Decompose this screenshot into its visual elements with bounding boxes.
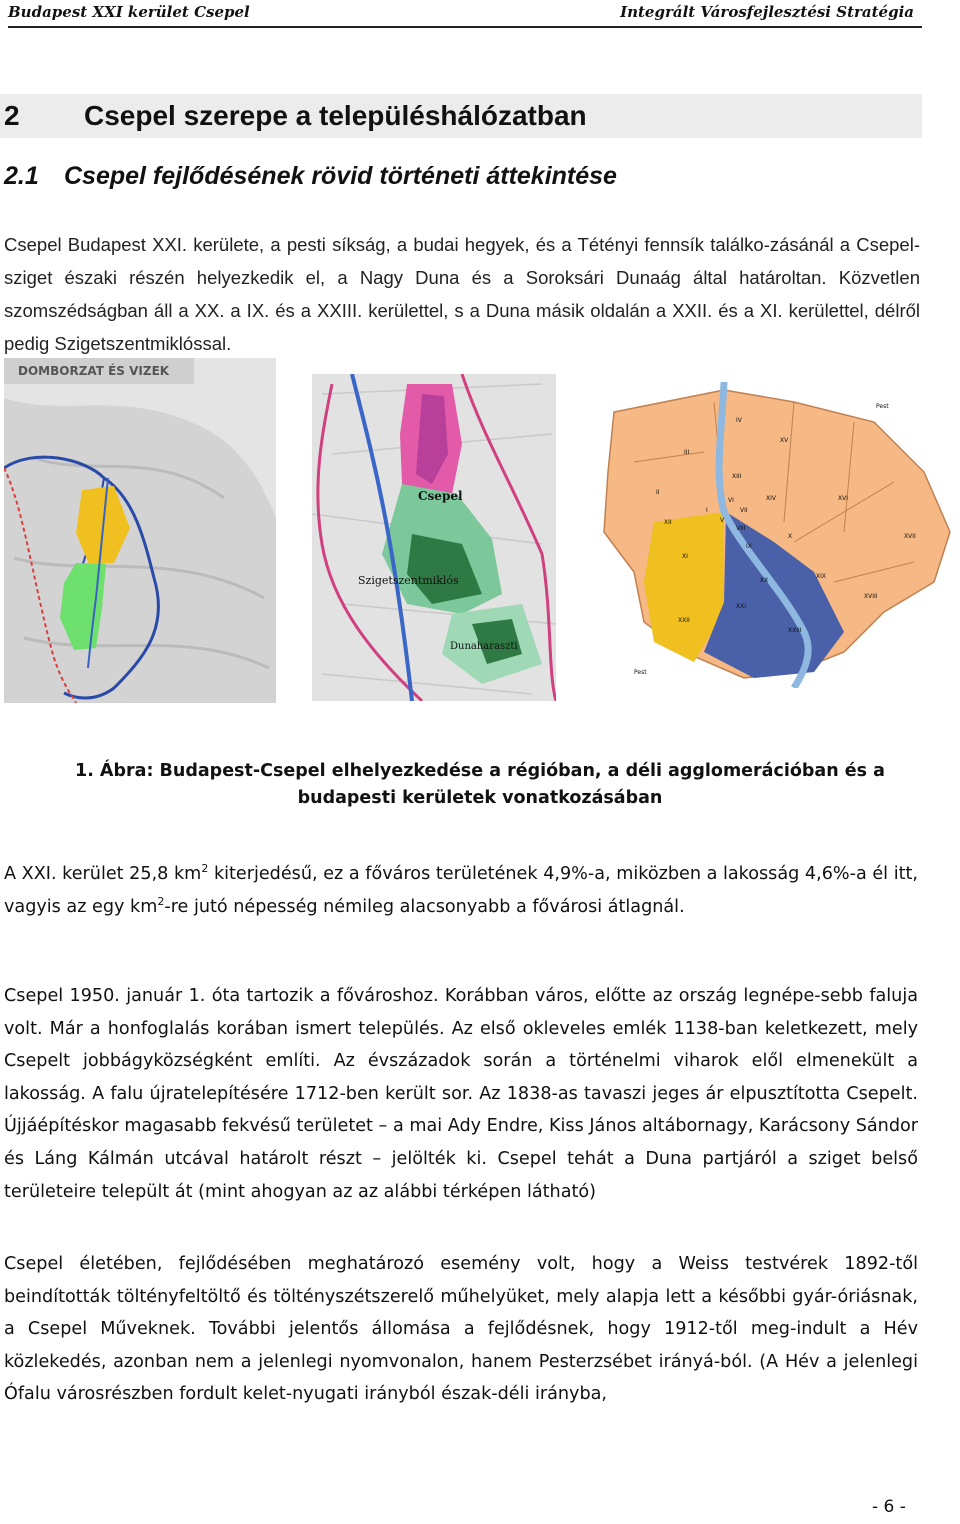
district-label-xv: XV — [780, 437, 789, 444]
agglomeration-label-szigetszentmiklos: Szigetszentmiklós — [358, 574, 459, 587]
para1-c: -re jutó népesség némileg alacsonyabb a fővárosi átlagnál. — [164, 896, 685, 917]
header-right: Integrált Városfejlesztési Stratégia — [620, 3, 914, 21]
district-label-xviii: XVIII — [864, 593, 878, 600]
header-left: Budapest XXI kerület Csepel — [8, 3, 250, 21]
district-label-v: V — [720, 517, 725, 524]
subsection-heading — [4, 162, 617, 191]
figure-maps — [0, 358, 960, 708]
para1-a: A XXI. kerület 25,8 km — [4, 864, 202, 884]
paragraph-history: Csepel 1950. január 1. óta tartozik a fővároshoz. Korábban város, előtte az ország legnépe-sebb faluja volt. Már a honfoglalás korában ismert település. Az első okleveles emlék 1138-ban keletkezett, mely Csepelt jobbágyközségként említi. Az évszázadok során a történelmi viharok elől elmenekült a lakosság. A falu újratelepítésére 1712-ben került sor. Az 1838-as tavaszi jeges ár elpusztította Csepelt. Újjáépítéskor magasabb fekvésű területet – a mai Ady Endre, Kiss János altábornagy, Karácsony Sándor és Láng Kálmán utcával határolt részt – jelölték ki. Csepel tehát a Duna partjáról a sziget belső területeire települt át (mint ahogyan az az alábbi térképen látható) — [4, 986, 918, 1202]
district-label-pest-top: Pest — [876, 403, 889, 410]
agglomeration-label-csepel: Csepel — [418, 489, 463, 503]
figure-caption — [0, 758, 960, 812]
district-label-x: X — [788, 533, 793, 540]
district-label-pest-bottom: Pest — [634, 669, 647, 676]
relief-map — [4, 358, 276, 703]
district-label-vii: VII — [740, 507, 748, 514]
caption-line-2: budapesti kerületek vonatkozásában — [297, 788, 663, 808]
para1-b: kiterjedésű, ez a főváros területének 4,9%-a, miközben a lakosság 4,6%-a él itt, vagyis az egy km — [4, 864, 918, 917]
district-label-xix: XIX — [816, 573, 826, 580]
district-label-ii: II — [656, 489, 660, 496]
district-label-i: I — [706, 507, 708, 514]
district-label-xiv: XIV — [766, 495, 776, 502]
district-label-xiii: XIII — [732, 473, 742, 480]
header-rule — [8, 26, 922, 28]
para1-sup1: 2 — [201, 862, 209, 876]
district-label-vi: VI — [728, 497, 734, 504]
district-label-xxiii: XXIII — [788, 627, 802, 634]
district-label-viii: VIII — [736, 525, 746, 532]
district-label-xii: XII — [664, 519, 672, 526]
agglomeration-label-dunaharaszti: Dunaharaszti — [450, 641, 518, 652]
subsection-number: 2.1 — [4, 162, 39, 190]
para1-sup2: 2 — [157, 894, 165, 908]
relief-map-title: DOMBORZAT ÉS VIZEK — [18, 364, 170, 378]
section-number: 2 — [4, 100, 20, 131]
district-label-xxi: XXI — [736, 603, 746, 610]
page-number: - 6 - — [872, 1497, 906, 1517]
district-label-xxii: XXII — [678, 617, 690, 624]
district-label-iii: III — [684, 449, 690, 456]
caption-line-1: 1. Ábra: Budapest-Csepel elhelyezkedése a régióban, a déli agglomerációban és a — [75, 761, 885, 781]
page-header — [0, 0, 922, 24]
district-label-xvi: XVI — [838, 495, 848, 502]
district-label-xvii: XVII — [904, 533, 916, 540]
district-label-xi: XI — [682, 553, 688, 560]
subsection-title: Csepel fejlődésének rövid történeti áttekintése — [64, 162, 617, 190]
intro-paragraph: Csepel Budapest XXI. kerülete, a pesti síkság, a budai hegyek, és a Tétényi fennsík találko-zásánál a Csepel-sziget északi részén helyezkedik el, a Nagy Duna és a Soroksári Dunaág által határoltan. Közvetlen szomszédságban áll a XX. a IX. és a XXIII. kerülettel, s a Duna másik oldalán a XXII. és a XI. kerülettel, délről pedig Szigetszentmiklóssal. — [4, 234, 920, 354]
district-label-iv: IV — [736, 417, 742, 424]
district-label-xx: XX — [760, 577, 769, 584]
district-label-ix: IX — [746, 543, 752, 550]
districts-map — [594, 382, 956, 688]
agglomeration-map — [312, 374, 556, 701]
section-title: Csepel szerepe a településhálózatban — [84, 100, 587, 131]
paragraph-area — [4, 858, 918, 923]
paragraph-weiss: Csepel életében, fejlődésében meghatározó esemény volt, hogy a Weiss testvérek 1892-től beindították töltényfeltöltő és töltényszétszerelő műhelyüket, mely alapja lett a későbbi gyár-óriásnak, a Csepel Műveknek. További jelentős állomása a fejlődésnek, hogy 1912-től meg-indult a Hév közlekedés, azonban nem a jelenlegi nyomvonalon, hanem Pesterzsébet irányá-ból. (A Hév a jelenlegi Ófalu városrészben fordult kelet-nyugati irányból észak-déli irányba, — [4, 1254, 918, 1405]
section-heading — [0, 94, 922, 138]
